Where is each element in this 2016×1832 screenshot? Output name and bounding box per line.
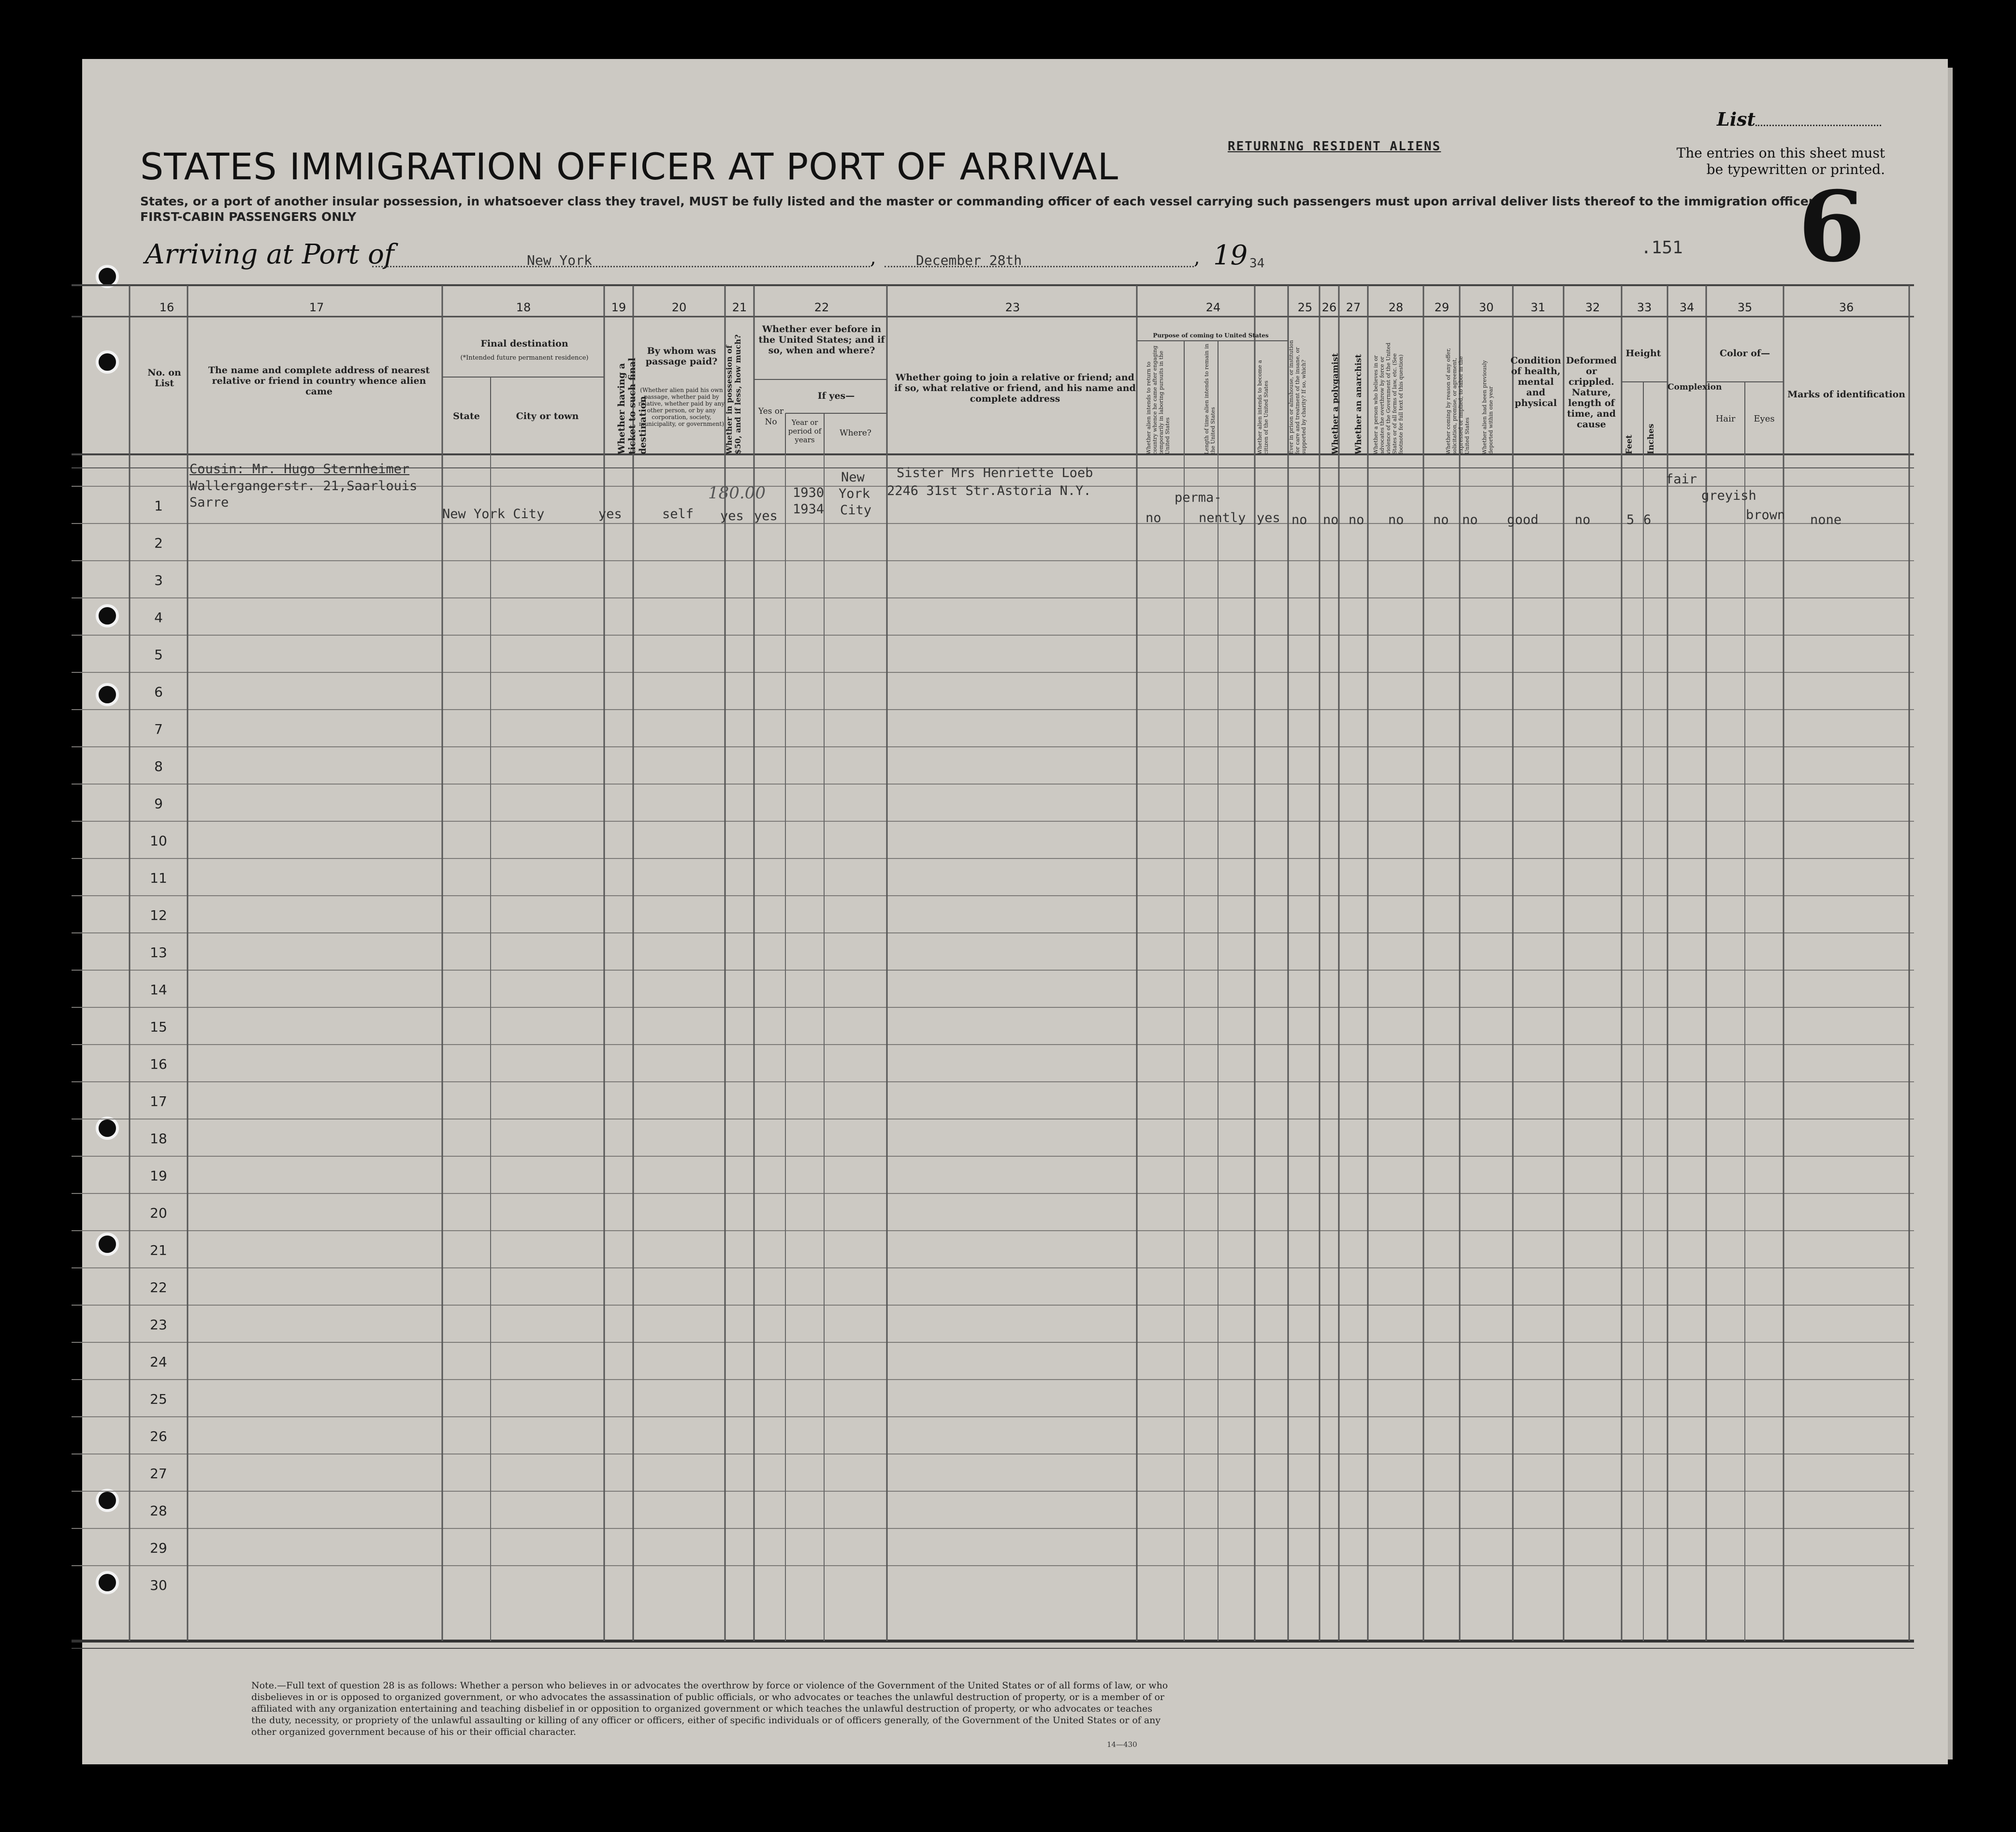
row-number: 10 [150,833,167,849]
header-final-destination-note: (*Intended future permanent residence) [460,354,589,362]
ticket-value: yes [598,507,622,522]
polygamist-value: no [1323,512,1339,527]
column-number: 27 [1346,301,1361,314]
row-number: 3 [154,572,163,588]
header-prison: Ever in prison or almshouse, or institution for care and treatment of the insane, or supported by charity? If so, which? [1288,340,1307,454]
row-number: 12 [150,907,167,923]
header-joining: Whether going to join a relative or friend; and if so, what relative or friend, and his name and complete address [894,372,1136,404]
list-number-line [1755,125,1881,126]
q28-value: no [1388,512,1404,527]
header-hair: Hair [1715,414,1736,424]
row-number: 15 [150,1019,167,1035]
column-number: 29 [1434,301,1450,314]
row-number: 23 [150,1317,167,1333]
row-number: 19 [150,1168,167,1184]
year-suffix: 34 [1249,256,1265,271]
returning-residents-stamp: RETURNING RESIDENT ALIENS [1228,139,1441,154]
column-number: 30 [1479,301,1494,314]
column-number: 19 [611,301,626,314]
column-number: 18 [516,301,531,314]
relative-line-1: Cousin: Mr. Hugo Sternheimer [189,462,410,477]
where-3: City [840,503,872,518]
header-yes-or-no: Yes or No [758,407,784,427]
column-number: 16 [159,301,174,314]
column-number: 32 [1585,301,1600,314]
header-inches: Inches [1646,423,1656,454]
header-if-yes: If yes— [817,391,855,401]
complexion-value: fair [1666,472,1697,487]
inches-value: 6 [1643,512,1652,527]
header-purpose-length: Length of time alien intends to remain in the United States [1204,344,1216,454]
header-purpose-citizen: Whether alien intends to become a citizen of the United States [1257,360,1269,454]
column-number: 25 [1297,301,1313,314]
row-number: 24 [150,1354,167,1370]
purpose-length-2: nently [1199,510,1246,525]
destination-city: New York City [442,507,545,522]
column-number: 21 [732,301,747,314]
column-number: 26 [1321,301,1337,314]
header-purpose: Purpose of coming to United States [1153,332,1269,339]
joining-line-1: Sister Mrs Henriette Loeb [897,465,1093,480]
header-where: Where? [840,428,871,438]
header-anarchist: Whether an anarchist [1354,354,1363,454]
header-ticket: Whether having a ticket to such final destination [616,358,648,454]
feet-value: 5 [1626,512,1635,527]
row-number: 9 [154,796,163,812]
header-possession-50: Whether in possession of $50, and if less, how much? [725,334,742,454]
row-number: 2 [154,535,163,551]
column-number: 23 [1005,301,1020,314]
row-number: 18 [150,1131,167,1147]
page-reference: .151 [1641,238,1683,258]
header-city: City or town [516,411,579,422]
header-height: Height [1625,348,1661,359]
row-number: 5 [154,647,163,663]
header-deformed: Deformed or crippled. Nature, length of time, and cause [1566,355,1617,430]
sheet-number: 6 [1798,170,1866,284]
header-eyes: Eyes [1754,414,1775,424]
row-number: 21 [150,1242,167,1258]
q30-value: no [1462,512,1478,527]
hair-value: greyish [1701,488,1756,503]
year-prefix: 19 [1213,240,1248,271]
header-passage-paid-note: (Whether alien paid his own passage, whether paid by relative, whether paid by any other person, or by any corporation, society, municipality, or government) [638,387,725,427]
header-nearest-relative: The name and complete address of nearest relative or friend in country whence alien came [208,365,430,397]
joining-line-2: 2246 31st Str.Astoria N.Y. [887,483,1091,498]
header-ever-before: Whether ever before in the United States; and if so, when and where? [758,324,885,356]
header-q29: Whether coming by reason of any offer, solicitation, promise, or agreement, expressed or implied, to labor in the United States [1445,348,1470,454]
row-number: 14 [150,982,167,998]
column-number: 22 [814,301,829,314]
header-no-on-list: No. on List [147,367,181,389]
header-final-destination: Final destination [480,338,568,349]
row-number: 4 [154,610,163,625]
comma: , [1194,247,1200,269]
column-number: 34 [1679,301,1695,314]
header-purpose-return: Whether alien intends to return to country whence he came after engaging temporarily in laboring pursuits in the United States [1146,345,1171,454]
row-number: 8 [154,758,163,774]
eyes-value: brown [1746,508,1785,523]
where-2: York [839,486,870,501]
relative-line-3: Sarre [189,495,229,510]
anarchist-value: no [1349,512,1364,527]
row-number: 25 [150,1391,167,1407]
form-code: 14—430 [1107,1740,1137,1749]
cabin-class-label: FIRST-CABIN PASSENGERS ONLY [140,210,357,224]
comma: , [870,247,876,269]
column-number: 31 [1530,301,1546,314]
row-number: 13 [150,945,167,960]
port-value: New York [527,252,592,268]
typewritten-note: The entries on this sheet must be typewritten or printed. [1676,145,1885,177]
row-number: 28 [150,1503,167,1519]
marks-value: none [1810,512,1842,527]
port-line [372,266,870,267]
header-complexion: Complexion [1668,382,1722,392]
row-number: 30 [150,1577,167,1593]
prison-value: no [1291,512,1307,527]
header-year-period: Year or period of years [788,418,822,444]
column-number: 33 [1637,301,1652,314]
years-1: 1930 [793,485,825,500]
column-number: 24 [1205,301,1221,314]
header-marks: Marks of identification [1787,389,1905,400]
date-value: December 28th [916,252,1022,268]
ever-before-value: yes [754,509,778,523]
health-value: good [1507,512,1539,527]
header-state: State [453,411,480,422]
purpose-return-value: no [1146,510,1161,525]
row-number: 6 [154,684,163,700]
list-label: List [1717,108,1756,130]
row-number: 1 [154,498,163,514]
row-number: 29 [150,1540,167,1556]
column-number: 28 [1388,301,1404,314]
header-health: Condition of health, mental and physical [1510,355,1561,408]
q29-value: no [1433,512,1449,527]
row-number: 7 [154,721,163,737]
row-number: 11 [150,870,167,886]
row-number: 16 [150,1056,167,1072]
question-28-footnote: Note.—Full text of question 28 is as follows: Whether a person who believes in or advocates the overthrow by force or violence of the Government of the United States or of all forms of law, or who disbelieves in or is opposed to organized government, or who advocates the assassination of public officials, or who advocates or teaches the unlawful destruction of property, or is a member of or affiliated with any organization entertaining and teaching disbelief in or opposition to organized government or which teaches the unlawful destruction of property, or who advocates or teaches the duty, necessity, or propriety of the unlawful assaulting or killing of any officer or officers, either of specific individuals or of officers generally, of the Government of the United States or of any other organized government because of his or their official character. [251,1680,1168,1737]
header-passage-paid: By whom was passage paid? [645,346,718,367]
paid-by-value: self [662,507,694,522]
row-number: 22 [150,1279,167,1295]
money-yes: yes [720,509,744,523]
column-number: 17 [309,301,324,314]
money-amount: 180.00 [708,483,766,503]
form-title: STATES IMMIGRATION OFFICER AT PORT OF ARRIVAL [140,145,1119,188]
column-number: 20 [671,301,687,314]
header-color-of: Color of— [1719,348,1770,359]
purpose-length-1: perma- [1175,490,1222,505]
instructions-text: States, or a port of another insular possession, in whatsoever class they travel, MUST be fully listed and the master or commanding officer of each vessel carrying such passengers must upon arrival deliver lists thereof to the immigration officer [140,194,1815,208]
header-feet: Feet [1624,435,1634,454]
where-1: New [841,470,865,485]
deformed-value: no [1575,512,1591,527]
purpose-citizen-value: yes [1257,510,1280,525]
row-number: 26 [150,1428,167,1444]
arriving-label: Arriving at Port of [145,239,394,270]
relative-line-2: Wallergangerstr. 21,Saarlouis [189,479,418,494]
row-number: 20 [150,1205,167,1221]
header-q28: Whether a person who believes in or advocates the overthrow by force or violence of the Government of the United States or of all forms of law, etc. (See footnote for full text of this question) [1373,342,1404,454]
header-polygamist: Whether a polygamist [1331,353,1340,454]
row-number: 27 [150,1466,167,1482]
header-q30: Whether alien had been previously deported within one year [1481,360,1494,454]
row-number: 17 [150,1093,167,1109]
column-number: 36 [1839,301,1854,314]
column-number: 35 [1737,301,1753,314]
years-2: 1934 [793,502,825,517]
